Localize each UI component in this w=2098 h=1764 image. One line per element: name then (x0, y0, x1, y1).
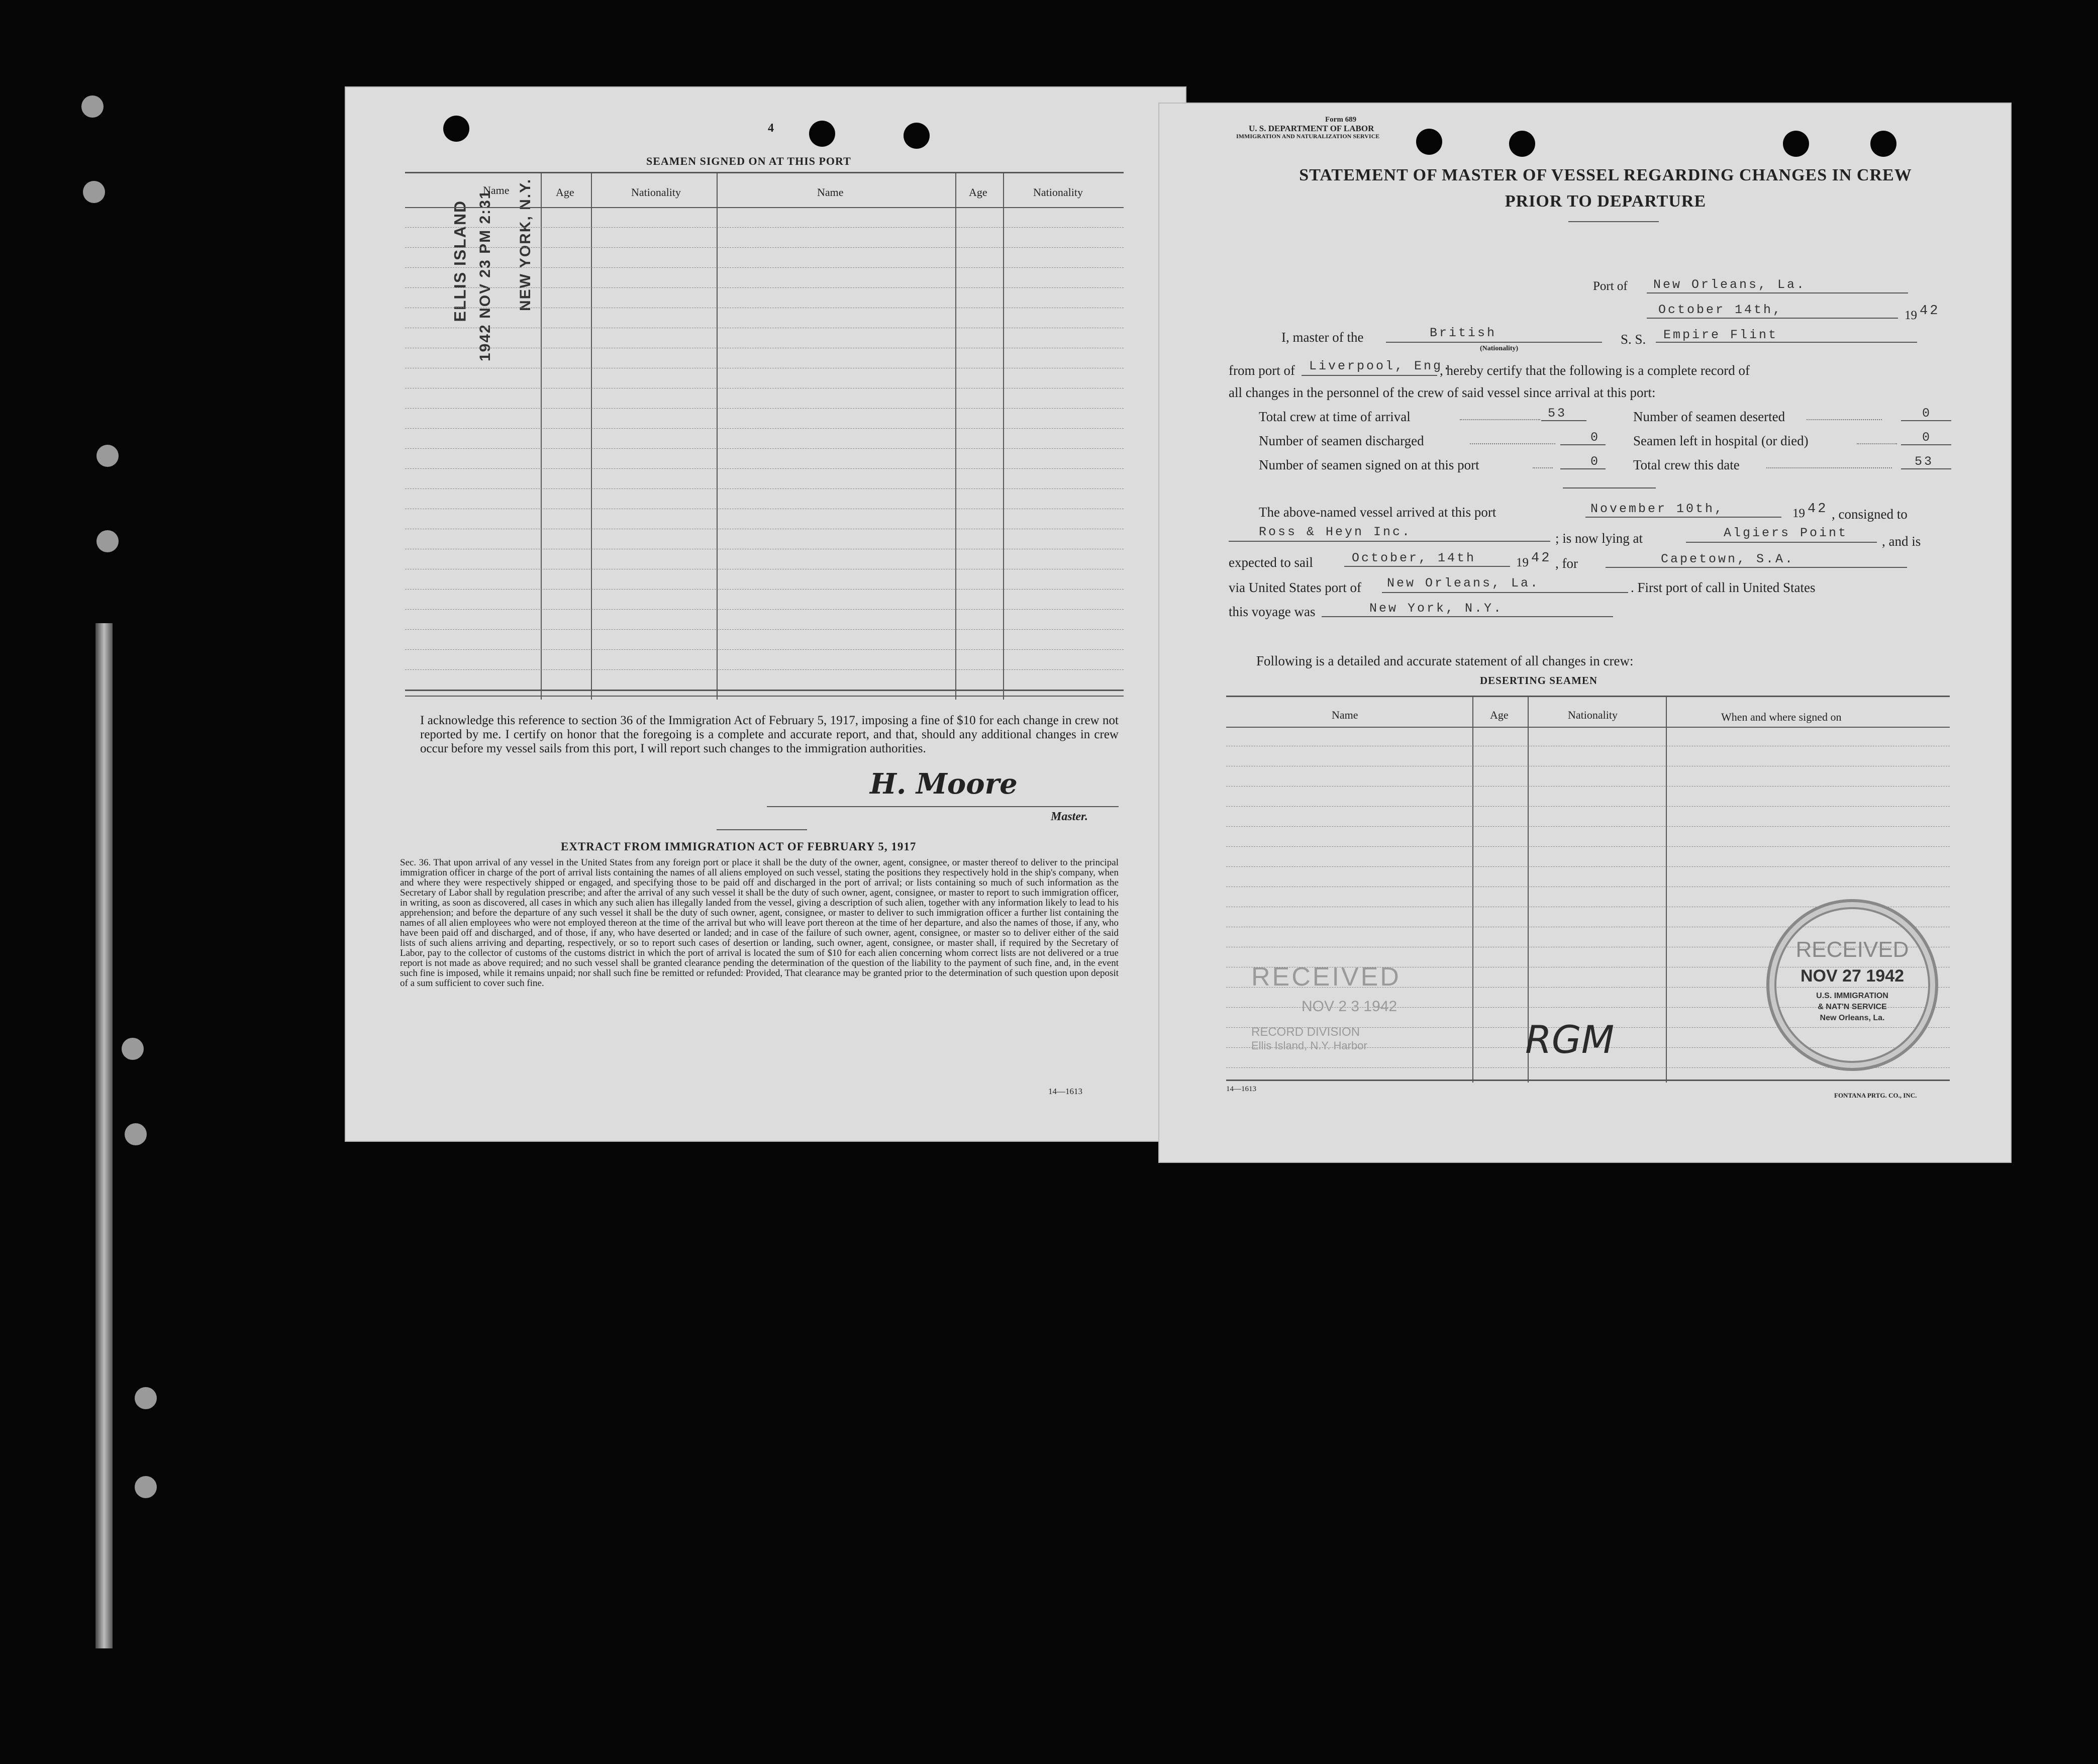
table-row (1226, 826, 1950, 827)
total-crew-date-value: 53 (1915, 454, 1934, 469)
table-row (1226, 846, 1950, 847)
received-stamp-line-1: RECEIVED (1251, 962, 1401, 992)
punch-hole (809, 121, 835, 147)
punch-hole (1870, 131, 1896, 157)
punch-hole (1783, 131, 1809, 157)
ship-name: Empire Flint (1663, 328, 1778, 342)
table-row (1226, 786, 1950, 787)
discharged-value: 0 (1590, 430, 1601, 445)
signed-on-label: Number of seamen signed on at this port (1259, 457, 1479, 472)
table-row (405, 448, 1124, 449)
year-prefix: 19 (1905, 309, 1917, 322)
consignee: Ross & Heyn Inc. (1259, 525, 1412, 539)
printer-name: FONTANA PRTG. CO., INC. (1834, 1092, 1917, 1099)
deserted-label: Number of seamen deserted (1633, 409, 1785, 424)
col-nationality-1: Nationality (631, 186, 681, 199)
seal-line-4: & NAT'N SERVICE (1818, 1003, 1887, 1011)
table-row (405, 589, 1124, 590)
lying-at: Algiers Point (1724, 526, 1848, 540)
col-name: Name (1332, 709, 1358, 721)
sail-year: 42 (1531, 551, 1552, 566)
deserted-value: 0 (1922, 406, 1932, 421)
col-age-2: Age (969, 186, 987, 199)
via-text: via United States port of (1229, 580, 1361, 595)
department: U. S. DEPARTMENT OF LABOR (1249, 124, 1374, 133)
binder-strip (95, 623, 113, 1648)
extract-title: EXTRACT FROM IMMIGRATION ACT OF FEBRUARY 5, 1917 (561, 840, 917, 853)
col-age-1: Age (556, 186, 574, 199)
table-row (405, 629, 1124, 630)
via-port: New Orleans, La. (1387, 576, 1540, 591)
form-title-line-2: PRIOR TO DEPARTURE (1505, 192, 1707, 211)
table-row (405, 669, 1124, 670)
col-nationality-2: Nationality (1033, 186, 1083, 199)
table-row (1226, 806, 1950, 807)
table-row (405, 428, 1124, 429)
table-row (405, 609, 1124, 610)
table-row (405, 287, 1124, 288)
stamp-line-2: 1942 NOV 23 PM 2:31 (477, 189, 493, 361)
binder-hole (122, 1038, 144, 1060)
and-is: , and is (1882, 534, 1921, 549)
master-of-the-label: I, master of the (1281, 330, 1364, 345)
expected-text: expected to sail (1229, 555, 1313, 570)
first-port-value: New York, N.Y. (1369, 601, 1504, 616)
punch-hole (443, 116, 469, 142)
table-row (405, 649, 1124, 650)
punch-hole (1416, 129, 1442, 155)
all-changes-text: all changes in the personnel of the crew of said vessel since arrival at this port: (1229, 385, 1656, 400)
page-number: 4 (768, 122, 774, 135)
right-form-code: 14—1613 (1226, 1085, 1256, 1093)
table-row (405, 488, 1124, 489)
punch-hole (1509, 131, 1535, 157)
table-row (405, 267, 1124, 268)
immigration-seal (1766, 899, 1938, 1071)
binder-hole (135, 1387, 157, 1409)
seal-line-3: U.S. IMMIGRATION (1816, 992, 1888, 1000)
table-row (405, 408, 1124, 409)
punch-hole (904, 123, 930, 149)
binder-hole (135, 1476, 157, 1498)
master-label: Master. (1051, 810, 1088, 823)
binder-hole (125, 1123, 147, 1145)
total-crew-arrival-value: 53 (1548, 406, 1567, 421)
service: IMMIGRATION AND NATURALIZATION SERVICE (1236, 133, 1380, 140)
extract-text: Sec. 36. That upon arrival of any vessel in the United States from any foreign port or place it shall be the duty of the owner, agent, consignee, or master thereof to deliver to the principal immigration officer in charge of the port of arrival lists containing the names of all aliens employed on such vessel, stating the positions they respectively hold in the ship's company, when and where they were respectively shipped or engaged, and specifying those to be paid off and discharged in the port of arrival; or lists containing so much of such information as the Secretary of Labor shall by regulation prescribe; and after the arrival of any such vessel it shall be the duty of such owner, agent, consignee, or master to report to such immigration officer, in writing, as soon as discovered, all cases in which any such alien has illegally landed from the vessel, giving a description of such alien, together with any information likely to lead to his apprehension; and before the departure of any such vessel it shall be the duty of such owner, agent, consignee, or master to deliver to such immigration officer a further list containing the names of all alien employees who were not employed thereon at the time of the arrival but who will leave port thereon at the time of her departure, and also the names of those, if any, who have been paid off and discharged, and of those, if any, who have deserted or landed; and in case of the failure of such owner, agent, consignee, or master so to deliver either of the said lists of such aliens arriving and departing, respectively, or so to report such cases of desertion or landing, such owner, agent, consignee, or master shall, if required by the Secretary of Labor, pay to the collector of customs of the customs district in which the port of arrival is located the sum of $10 for each alien concerning whom correct lists are not delivered or a true report is not made as above required; and no such vessel shall be granted clearance pending the determination of the question of the liability to the payment of such fine, and, in the event such fine is imposed, while it remains unpaid; nor shall such fine be remitted or refunded: Provided, That clearance may be granted prior to the determination of such question upon deposit of a sum sufficient to cover such fine. (400, 857, 1119, 989)
following-text: Following is a detailed and accurate statement of all changes in crew: (1256, 653, 1634, 668)
binder-hole (83, 181, 105, 203)
col-name-2: Name (817, 186, 844, 199)
deserting-seamen-title: DESERTING SEAMEN (1480, 674, 1598, 687)
seamen-signed-on-title: SEAMEN SIGNED ON AT THIS PORT (646, 155, 851, 167)
left-page (345, 86, 1186, 1142)
destination: Capetown, S.A. (1661, 552, 1795, 566)
table-row (405, 247, 1124, 248)
arrived-year: 42 (1808, 502, 1828, 517)
seamen-signed-on-table (405, 172, 1124, 700)
total-crew-date-label: Total crew this date (1633, 457, 1740, 472)
col-name-1: Name (483, 184, 510, 197)
seal-line-1: RECEIVED (1795, 937, 1909, 962)
stamp-line-3: NEW YORK, N.Y. (517, 178, 534, 311)
signed-on-value: 0 (1590, 454, 1601, 469)
port-label: Port of (1593, 279, 1628, 293)
total-crew-arrival-label: Total crew at time of arrival (1259, 409, 1411, 424)
initials: RGM (1525, 1017, 1615, 1062)
certify-text: , hereby certify that the following is a complete record of (1440, 363, 1750, 378)
lying-at-text: ; is now lying at (1555, 531, 1643, 546)
table-row (1226, 866, 1950, 867)
sail-date: October, 14th (1352, 551, 1476, 565)
right-page (1158, 103, 2012, 1163)
col-nationality: Nationality (1568, 709, 1618, 721)
stamp-line-1: ELLIS ISLAND (451, 200, 469, 322)
hospital-value: 0 (1922, 430, 1932, 445)
master-signature: H. Moore (870, 767, 1018, 801)
arrived-date: November 10th, (1590, 502, 1725, 516)
arrived-text: The above-named vessel arrived at this port (1259, 505, 1496, 520)
received-stamp-line-2: NOV 2 3 1942 (1302, 998, 1397, 1015)
hospital-label: Seamen left in hospital (or died) (1633, 433, 1809, 448)
col-when-where: When and where signed on (1721, 711, 1842, 723)
port-value: New Orleans, La. (1653, 277, 1807, 292)
discharged-label: Number of seamen discharged (1259, 433, 1424, 448)
sail-year-prefix: 19 (1516, 556, 1529, 569)
year-value: 42 (1920, 304, 1940, 319)
ss-label: S. S. (1621, 332, 1646, 347)
left-form-code: 14—1613 (1048, 1087, 1082, 1096)
form-title-line-1: STATEMENT OF MASTER OF VESSEL REGARDING CHANGES IN CREW (1299, 166, 1912, 184)
first-port-text: . First port of call in United States (1631, 580, 1816, 595)
acknowledgement-text: I acknowledge this reference to section 36 of the Immigration Act of February 5, 1917, imposing a fine of $10 for each change in crew not reported by me. I certify on honor that the foregoing is a complete and accurate report, and that, should any additional changes in crew occur before my vessel sails from this port, I will report such changes to the immigration authorities. (420, 714, 1119, 755)
for-text: , for (1555, 556, 1578, 571)
binder-hole (96, 445, 119, 467)
col-age: Age (1490, 709, 1509, 721)
table-row (405, 468, 1124, 469)
received-stamp-line-3: RECORD DIVISION (1251, 1025, 1360, 1039)
nationality-caption: (Nationality) (1480, 345, 1519, 352)
form-number: Form 689 (1325, 116, 1357, 124)
seal-line-5: New Orleans, La. (1820, 1014, 1885, 1022)
table-row (405, 227, 1124, 228)
this-voyage-text: this voyage was (1229, 604, 1316, 619)
received-stamp (1251, 962, 1462, 1052)
arrived-year-prefix: 19 (1792, 507, 1805, 520)
seal-line-2: NOV 27 1942 (1800, 966, 1905, 986)
consigned-to: , consigned to (1832, 507, 1908, 522)
from-port-label: from port of (1229, 363, 1295, 378)
nationality-value: British (1430, 326, 1497, 340)
from-port-value: Liverpool, Eng. (1309, 359, 1453, 373)
received-stamp-line-4: Ellis Island, N.Y. Harbor (1251, 1039, 1367, 1052)
binder-hole (81, 95, 104, 118)
date-value: October 14th, (1658, 303, 1783, 317)
binder-hole (96, 530, 119, 552)
